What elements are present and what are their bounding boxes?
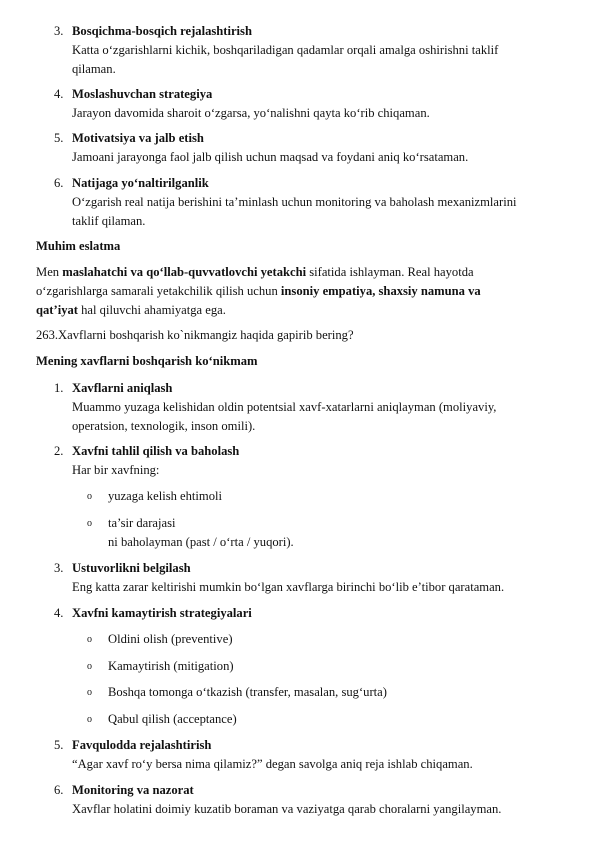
note-heading: Muhim eslatma: [36, 239, 121, 253]
circle-bullet-icon: o: [87, 714, 92, 725]
circle-bullet-icon: o: [87, 518, 92, 529]
sub-item-text: Oldini olish (preventive): [108, 632, 233, 646]
note-text: hal qiluvchi ahamiyatga ega.: [77, 303, 226, 317]
item-number: 5.: [54, 131, 64, 145]
note-text: Men: [36, 265, 63, 279]
list-item: [54, 604, 572, 623]
item-title: Xavflarni aniqlash: [72, 381, 173, 395]
sub-list-item: [87, 657, 568, 676]
item-number: 4.: [54, 87, 64, 101]
section-heading: Mening xavflarni boshqarish ko‘nikmam: [36, 354, 258, 368]
sub-list-item: [87, 683, 568, 702]
item-text-line: qilaman.: [72, 62, 116, 76]
item-text-line: operatsion, texnologik, inson omili).: [72, 419, 256, 433]
sub-item-text: ni baholayman (past / o‘rta / yuqori).: [108, 535, 294, 549]
note-paragraph: [36, 263, 566, 320]
item-title: Favqulodda rejalashtirish: [72, 738, 212, 752]
item-text-line: Katta o‘zgarishlarni kichik, boshqariladigan qadamlar orqali amalga oshirishni taklif: [72, 43, 499, 57]
note-text: sifatida ishlayman. Real hayotda: [306, 265, 474, 279]
sub-list-item: [87, 487, 568, 506]
note-line: [36, 263, 566, 282]
item-title: Bosqichma-bosqich rejalashtirish: [72, 24, 252, 38]
item-text-line: Har bir xavfning:: [72, 463, 160, 477]
item-title: Monitoring va nazorat: [72, 783, 194, 797]
item-text-line: Muammo yuzaga kelishidan oldin potentsial xavf-xatarlarni aniqlayman (moliyaviy,: [72, 400, 497, 414]
item-number: 3.: [54, 561, 64, 575]
list-item: [54, 129, 572, 167]
sub-item-text: Qabul qilish (acceptance): [108, 712, 237, 726]
item-text-line: taklif qilaman.: [72, 214, 146, 228]
item-title: Xavfni tahlil qilish va baholash: [72, 444, 240, 458]
item-title: Natijaga yo‘naltirilganlik: [72, 176, 209, 190]
item-title: Ustuvorlikni belgilash: [72, 561, 191, 575]
item-number: 6.: [54, 176, 64, 190]
sub-item-text: yuzaga kelish ehtimoli: [108, 489, 223, 503]
note-emphasis: insoniy empatiya, shaxsiy namuna va: [280, 284, 481, 298]
note-line: [36, 301, 566, 320]
sub-list-item: [87, 630, 568, 649]
item-title: Xavfni kamaytirish strategiyalari: [72, 606, 252, 620]
sub-item-text: Kamaytirish (mitigation): [108, 659, 234, 673]
item-number: 3.: [54, 24, 64, 38]
item-text-line: “Agar xavf ro‘y bersa nima qilamiz?” degan savolga aniq reja ishlab chiqaman.: [72, 757, 473, 771]
circle-bullet-icon: o: [87, 491, 92, 502]
item-text-line: Jamoani jarayonga faol jalb qilish uchun maqsad va foydani aniq ko‘rsataman.: [72, 150, 469, 164]
item-number: 5.: [54, 738, 64, 752]
item-text-line: Xavflar holatini doimiy kuzatib boraman va vaziyatga qarab choralarni yangilayman.: [72, 802, 502, 816]
note-emphasis: maslahatchi va qo‘llab-quvvatlovchi yetakchi: [62, 265, 307, 279]
list-item: [54, 736, 572, 774]
sub-list-item: [87, 710, 568, 729]
circle-bullet-icon: o: [87, 634, 92, 645]
note-text: o‘zgarishlarga samarali yetakchilik qilish uchun: [36, 284, 281, 298]
item-text-line: Eng katta zarar keltirishi mumkin bo‘lgan xavflarga birinchi bo‘lib e’tibor qarataman.: [72, 580, 505, 594]
list-item: [54, 379, 572, 436]
sub-item-text: ta’sir darajasi: [108, 516, 176, 530]
item-number: 2.: [54, 444, 64, 458]
item-title: Moslashuvchan strategiya: [72, 87, 213, 101]
sub-list-item: [87, 514, 568, 552]
circle-bullet-icon: o: [87, 661, 92, 672]
list-item: [54, 22, 572, 79]
list-item: [54, 781, 572, 819]
note-line: [36, 282, 566, 301]
question-line: 263.Xavflarni boshqarish ko`nikmangiz haqida gapirib bering?: [36, 328, 354, 342]
note-emphasis: qat’iyat: [36, 303, 78, 317]
circle-bullet-icon: o: [87, 687, 92, 698]
item-title: Motivatsiya va jalb etish: [72, 131, 204, 145]
sub-item-text: Boshqa tomonga o‘tkazish (transfer, masalan, sug‘urta): [108, 685, 387, 699]
item-text-line: Jarayon davomida sharoit o‘zgarsa, yo‘nalishni qayta ko‘rib chiqaman.: [72, 106, 430, 120]
list-item: [54, 559, 572, 597]
item-text-line: O‘zgarish real natija berishini ta’minlash uchun monitoring va baholash mexanizmlarini: [72, 195, 517, 209]
item-number: 4.: [54, 606, 64, 620]
list-item: [54, 442, 572, 480]
list-item: [54, 174, 572, 231]
list-item: [54, 85, 572, 123]
item-number: 6.: [54, 783, 64, 797]
item-number: 1.: [54, 381, 64, 395]
